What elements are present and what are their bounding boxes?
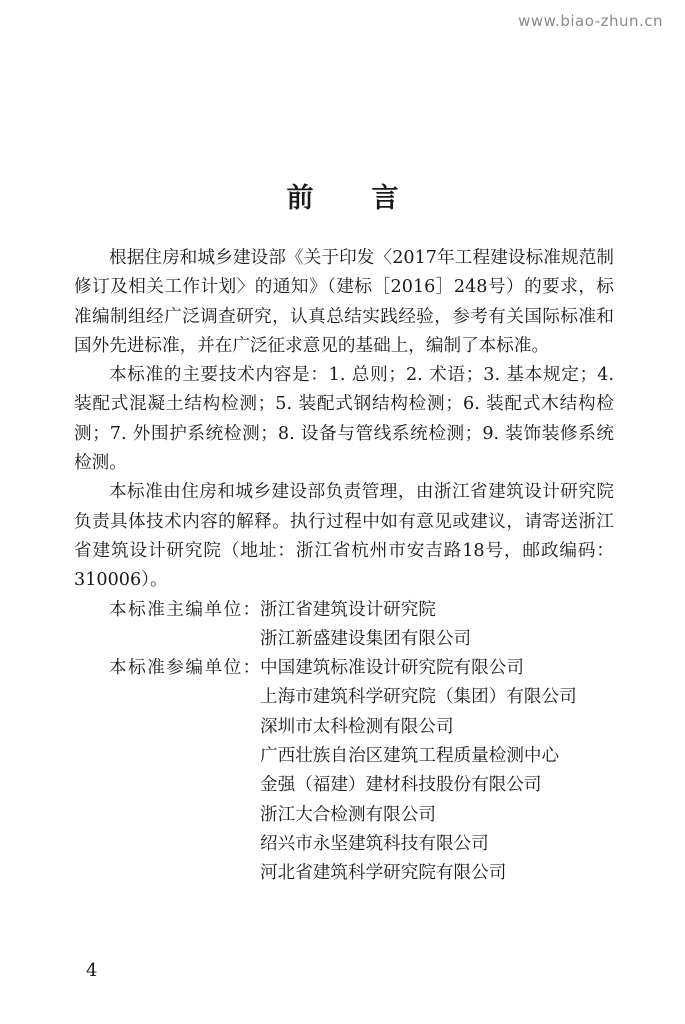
participating-units-list bbox=[260, 654, 614, 888]
page-title: 前言 bbox=[286, 183, 457, 214]
chief-unit-item: 浙江省建筑设计研究院 bbox=[260, 599, 436, 620]
participating-units-row bbox=[74, 654, 614, 888]
paragraph-contents: 本标准的主要技术内容是：1. 总则；2. 术语；3. 基本规定；4. 装配式混凝土结构检测；5. 装配式钢结构检测；6. 装配式木结构检测；7. 外围护系统检测；8. 设备与管线系统检测；9. 装饰装修系统检测。 bbox=[74, 365, 614, 474]
units-section bbox=[74, 596, 614, 889]
paragraph-basis: 根据住房和城乡建设部《关于印发〈2017年工程建设标准规范制修订及相关工作计划〉的通知》（建标［2016］248号）的要求，标准编制组经广泛调查研究，认真总结实践经验，参考有关国际标准和国外先进标准，并在广泛征求意见的基础上，编制了本标准。 bbox=[74, 248, 614, 356]
watermark: www.biao-zhun.cn bbox=[518, 12, 663, 30]
participating-unit-item: 深圳市太科检测有限公司 bbox=[260, 716, 454, 737]
participating-units-label: 本标准参编单位： bbox=[109, 658, 262, 679]
participating-unit-item: 中国建筑标准设计研究院有限公司 bbox=[260, 658, 524, 679]
participating-unit-item: 浙江大合检测有限公司 bbox=[260, 804, 436, 825]
participating-unit-item: 河北省建筑科学研究院有限公司 bbox=[260, 863, 507, 884]
participating-unit-item: 金强（福建）建材科技股份有限公司 bbox=[260, 775, 542, 796]
participating-unit-item: 广西壮族自治区建筑工程质量检测中心 bbox=[260, 746, 560, 767]
page-number: 4 bbox=[86, 960, 98, 981]
participating-unit-item: 上海市建筑科学研究院（集团）有限公司 bbox=[260, 687, 577, 708]
chief-unit-item: 浙江新盛建设集团有限公司 bbox=[260, 628, 472, 649]
chief-units-row bbox=[74, 596, 614, 655]
participating-unit-item: 绍兴市永坚建筑科技有限公司 bbox=[260, 833, 489, 854]
paragraph-management: 本标准由住房和城乡建设部负责管理，由浙江省建筑设计研究院负责具体技术内容的解释。执行过程中如有意见或建议，请寄送浙江省建筑设计研究院（地址：浙江省杭州市安吉路18号，邮政编码：310006）。 bbox=[74, 482, 614, 591]
preface-body bbox=[74, 244, 614, 889]
chief-units-label: 本标准主编单位： bbox=[109, 599, 262, 620]
chief-units-list bbox=[260, 596, 614, 655]
